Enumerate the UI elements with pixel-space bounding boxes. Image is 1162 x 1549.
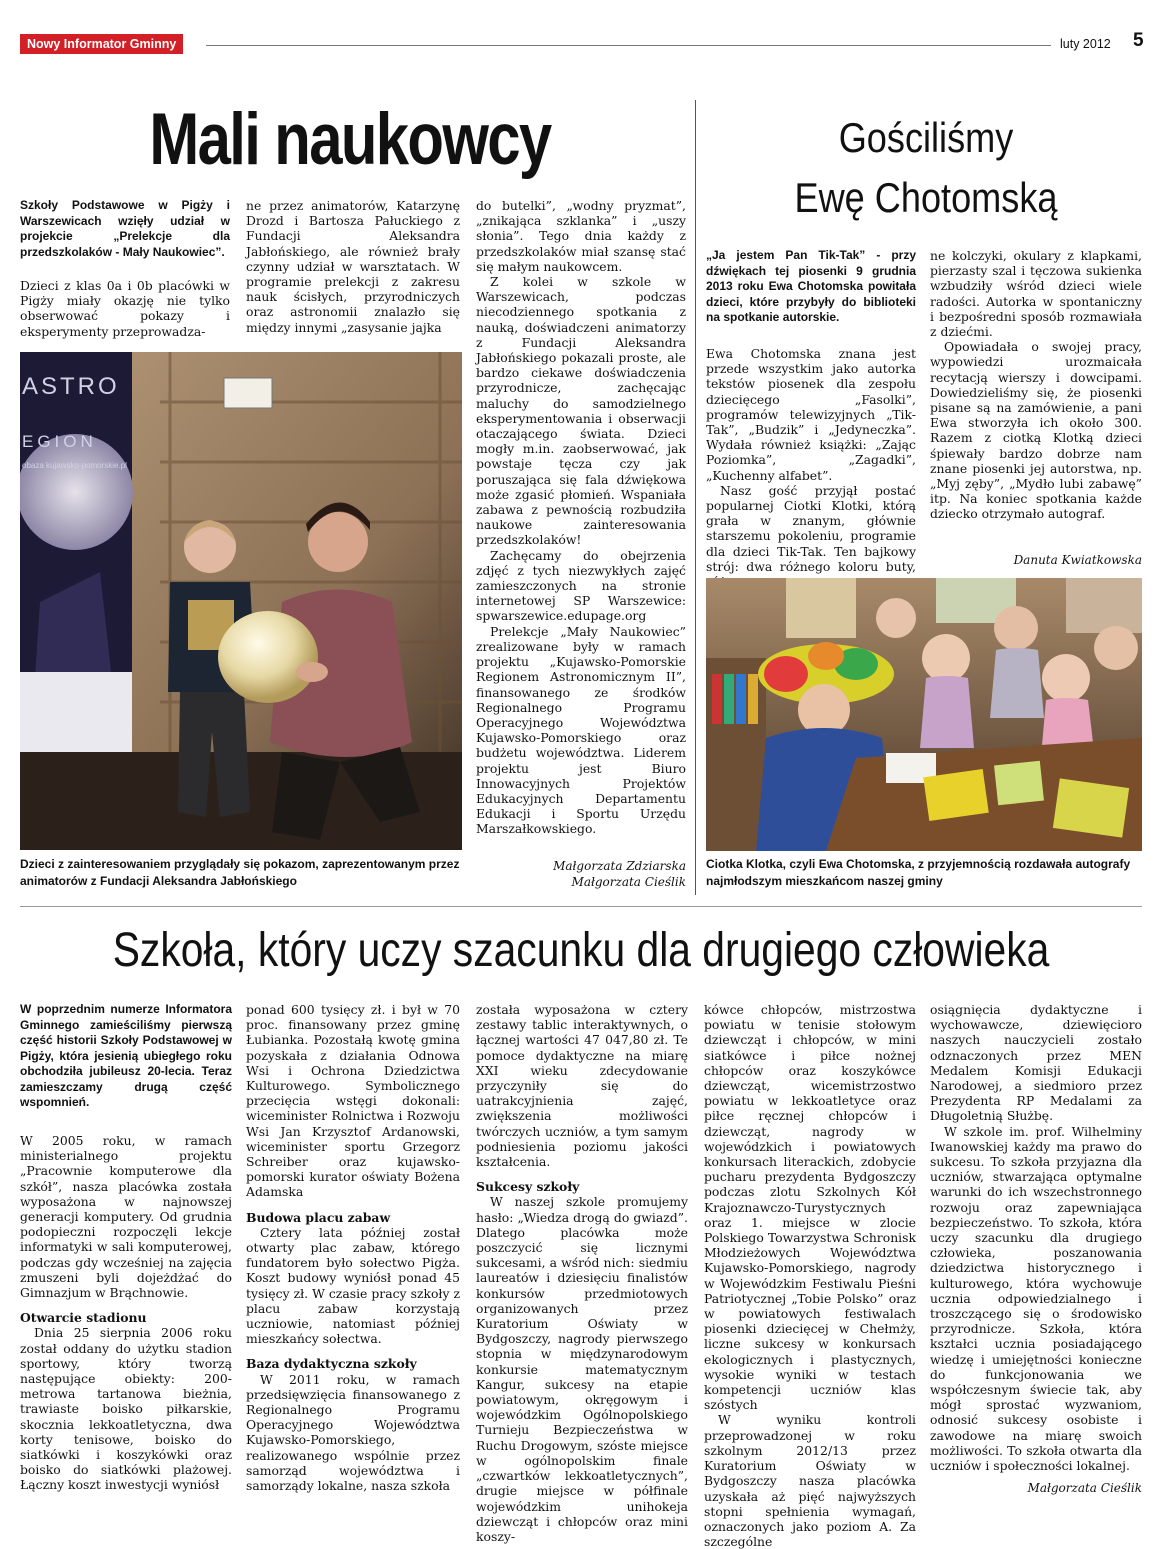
- article1-author-2: Małgorzata Cieślik: [571, 875, 686, 889]
- article3-col1-p2: Dnia 25 sierpnia 2006 roku został oddany do użytku stadion sportowy, który tworzą następujące obiekty: 200- metrowa tartanowa bieżnia, trawiaste boisko piłkarskie, skocznia lekkoatletyczna, dwa korty tenisowe, boisko do siatkówki i koszykówki oraz boisko do siatkówki plażowej. Łączny koszt inwestycji wyniósł: [20, 1325, 232, 1493]
- article3-col4: [704, 1002, 916, 1549]
- article1-title: Mali naukowcy: [149, 99, 551, 180]
- article3-col4-p1: kówce chłopców, mistrzostwa powiatu w tenisie stołowym dziewcząt i chłopców, w mini siatkówce i piłce nożnej chłopców oraz koszykówce dziewcząt, wicemistrzostwo powiatu w lekkoatletyce oraz piłce ręcznej chłopców i dziewcząt, nagrody w wojewódzkich i powiatowych konkursach literackich, zdobycie pucharu prezydenta Bydgoszczy podczas zlotu Szkolnych Kół Krajoznawczo-Turystycznych oraz 1. miejsce w zlocie Polskiego Towarzystwa Schronisk Młodzieżowych Województwa Kujawsko-Pomorskiego, nagrody w Wojewódzkim Festiwalu Pieśni Patriotycznej „Tobie Polsko” oraz w powiatowych festiwalach piosenki dziecięcej w Chełmży, liczne sukcesy w konkursach ekologicznych i plastycznych, wysokie wyniki w testach kompetencji uczniów klas szóstych: [704, 1002, 916, 1413]
- article2-lead: [706, 248, 916, 332]
- article1-authors: [476, 858, 686, 890]
- article2-title: [737, 108, 1115, 228]
- science-show-photo: [20, 352, 462, 850]
- article1-col2: [246, 198, 460, 335]
- banner-url-text: obaza kujawsko-pomorskie.pl: [22, 461, 127, 470]
- article3-lead: [20, 1002, 232, 1117]
- article3-col3-p1: została wyposażona w cztery zestawy tablic interaktywnych, o łącznej wartości 47 047,80 zł. Te pomoce dydaktyczne na miarę XXI wieku zdecydowanie przyczyniły się do uatrakcyjnienia zajęć, zwiększenia możliwości twórczych uczniów, a tym samym podniesienia poziomu jakości kształcenia.: [476, 1002, 688, 1170]
- article3-col2: [246, 1002, 460, 1493]
- article1-col3-p3: Zachęcamy do obejrzenia zdjęć z tych niezwykłych zajęć zamieszczonych na stronie internetowej SP Warszewice: spwarszewice.edupage.org: [476, 547, 686, 624]
- article3-col2-subheading-1: Budowa placu zabaw: [246, 1209, 391, 1225]
- header-rule: [206, 45, 1051, 46]
- article3-col2-p3: W 2011 roku, w ramach przedsięwzięcia finansowanego z Regionalnego Programu Operacyjnego Województwa Kujawsko-Pomorskiego, realizowanego wspólnie przez samorząd województwa i samorządy lokalne, nasza szkoła: [246, 1371, 460, 1494]
- article3-col5-p1: osiągnięcia dydaktyczne i wychowawcze, dziewięcioro naszych nauczycieli zostało odznaczonych przez MEN Medalem Komisji Edukacji Narodowej, a siedmioro przez Prezydenta RP Medalami za Długoletnią Służbę.: [930, 1002, 1142, 1124]
- article2-title-line2: Ewę Chotomską: [794, 174, 1058, 221]
- banner-region-text: EGION: [22, 432, 97, 451]
- page-number: 5: [1133, 30, 1144, 51]
- article3-col1-p1: W 2005 roku, w ramach ministerialnego projektu „Pracownie komputerowe dla szkół”, nasza placówka została wyposażona w najnowszej generacji komputery. Od grudnia podopieczni rozpoczęli lekcje informatyki w sali komputerowej, podczas gdy wcześniej na zajęcia zmuszeni byli dojeżdżać do Gimnazjum w Brąchnowie.: [20, 1133, 232, 1301]
- article2-photo: [706, 578, 1142, 851]
- article2-author: Danuta Kwiatkowska: [1013, 553, 1142, 567]
- article1-col1: [20, 278, 230, 339]
- article3-col2-subheading-2: Baza dydaktyczna szkoły: [246, 1356, 417, 1372]
- section-divider: [20, 906, 1142, 907]
- article3-col3-subheading: Sukcesy szkoły: [476, 1179, 580, 1195]
- article3-col5-p2: W szkole im. prof. Wilhelminy Iwanowskiej każdy ma prawo do sukcesu. To szkoła przyjazna dla uczniów, stwarzająca optymalne warunki do ich wszechstronnego rozwoju oraz zapewniająca bezpieczeństwo. To szkoła, która uczy szacunku dla drugiego człowieka, poszanowania dziedzictwa historycznego i kulturowego, która wychowuje ucznia odpowiedzialnego i troszczącego się o środowisko przyrodnicze. Szkoła, która kształci ucznia posiadającego wiedzę i umiejętności konieczne do funkcjonowania we współczesnym świecie tak, aby mógł sprostać wyzwaniom, odnosić sukcesy osobiste i zawodowe na miarę swoich możliwości. To szkoła otwarta dla uczniów i społeczności lokalnej.: [930, 1123, 1142, 1474]
- article3-col2-p2: Cztery lata później został otwarty plac zabaw, którego fundatorem było sołectwo Pigża. Koszt budowy wyniósł ponad 45 tysięcy zł. W czasie pracy szkoły z placu zabaw korzystają uczniowie, natomiast później mieszkańcy sołectwa.: [246, 1224, 460, 1347]
- article3-author: Małgorzata Cieślik: [1027, 1481, 1142, 1495]
- article2-col2-p1: ne kolczyki, okulary z klapkami, pierzasty szal i tęczowa sukienka wzbudziły wśród dzieci wiele radości. Autorka w spontaniczny i bezpośredni sposób rozmawiała z dziećmi.: [930, 248, 1142, 340]
- article3-col2-p1: ponad 600 tysięcy zł. i był w 70 proc. finansowany przez gminę Łubianka. Pozostałą kwotę gmina pozyskała z działania Odnowa Wsi i Ochrona Dziedzictwa Kulturowego. Symbolicznego przecięcia wstęgi dokonali: wiceminister Rolnictwa i Rozwoju Wsi Jan Krzysztof Ardanowski, wiceminister sportu Grzegorz Schreiber oraz kujawsko-pomorski kurator oświaty Bożena Adamska: [246, 1002, 460, 1200]
- article1-author-1: Małgorzata Zdziarska: [553, 859, 686, 873]
- article2-title-line1: Gościliśmy: [838, 114, 1014, 161]
- article1-col1-text: Dzieci z klas 0a i 0b placówki w Pigży miały okazję nie tylko obserwować pokazy i eksperymenty przeprowadza-: [20, 278, 230, 339]
- banner-astro-text: ASTRO: [22, 373, 120, 400]
- article1-lead: [20, 198, 230, 266]
- article3-col5: [930, 1002, 1142, 1473]
- article3-lead-text: W poprzednim numerze Informatora Gminnego zamieściliśmy pierwszą część historii Szkoły Podstawowej w Pigży, która jesienią ubiegłego roku obchodziła jubileusz 20-lecia. Teraz zamieszczamy drugą część wspomnień.: [20, 1002, 232, 1109]
- author-meeting-photo: [706, 578, 1142, 851]
- masthead-label: Nowy Informator Gminny: [20, 34, 183, 54]
- article2-col1-p1: Ewa Chotomska znana jest przede wszystkim jako autorka tekstów piosenek dla zespołu dziecięcego „Fasolki”, programów telewizyjnych „Tik-Tak”, „Budzik” i „Jedyneczka”. Wydała również książki: „Zając Poziomka”, „Zagadki”, „Kuchenny alfabet”.: [706, 346, 916, 483]
- article1-caption: Dzieci z zainteresowaniem przyglądały się pokazom, zaprezentowanym przez animatorów z Fundacji Aleksandra Jabłońskiego: [20, 857, 460, 888]
- article1-lead-text: Szkoły Podstawowe w Pigży i Warszewicach wzięły udział w projekcie „Prelekcje dla przedszkolaków - Mały Naukowiec”.: [20, 198, 230, 259]
- article3-col1: [20, 1133, 232, 1493]
- article2-col2-p2: Opowiadała o swojej pracy, wypowiedzi urozmaicała recytacją wierszy i dowcipami. Dowiedzieliśmy się, że piosenki pisane są na zamówienie, a pani Ewa stworzyła ich około 300. Razem z ciotką Klotką dzieci śpiewały bardzo dobrze nam znane piosenki jej autorstwa, np. „Myj zęby”, „Mydło lubi zabawę” itp. Na koniec spotkania każde dziecko otrzymało autograf.: [930, 339, 1142, 522]
- article2-lead-text: „Ja jestem Pan Tik-Tak” - przy dźwiękach tej piosenki 9 grudnia 2013 roku Ewa Chotomska powitała dzieci, które przybyły do biblioteki na spotkanie autorskie.: [706, 248, 916, 324]
- article3-col3-p2: W naszej szkole promujemy hasło: „Wiedza drogą do gwiazd”. Dlatego placówka może poszczycić się licznymi sukcesami, a wśród nich: siedmiu laureatów i dziesięciu finalistów konkursów przedmiotowych organizowanych przez Kuratorium Oświaty w Bydgoszczy, nagrody pierwszego stopnia w międzynarodowym konkursie matematycznym Kangur, sukcesy na etapie powiatowym, okręgowym i wojewódzkim Ogólnopolskiego Turnieju Bezpieczeństwa w Ruchu Drogowym, szóste miejsce w ogólnopolskim finale „czwartków lekkoatletycznych”, drugie miejsce w półfinale wojewódzkim unihokeja dziewcząt i chłopców oraz mini koszy-: [476, 1194, 688, 1544]
- article2-col2: [930, 248, 1142, 522]
- article3-col3: [476, 1002, 688, 1544]
- article3-col4-p2: W wyniku kontroli przeprowadzonej w roku szkolnym 2012/13 przez Kuratorium Oświaty w Bydgoszczy nasza placówka uzyskała aż pięć najwyższych stopni spełnienia wymagań, oznaczonych jako poziom A. Za szczególne: [704, 1412, 916, 1549]
- article2-col1-p2: Nasz gość przyjął postać popularnej Ciotki Klotki, którą grała w znanym, głównie starszemu pokoleniu, programie dla dzieci Tik-Tak. Ten bajkowy strój: dwa różnego koloru buty,: [706, 482, 916, 574]
- article1-col2-text: ne przez animatorów, Katarzynę Drozd i Bartosza Pałuckiego z Fundacji Aleksandra Jabłońskiego, ale również brały czynny udział w warsztatach. W programie prelekcji z zakresu nauk ścisłych, przyrodniczych oraz astronomii znalazło się między innymi „zasysanie jajka: [246, 198, 460, 335]
- article1-col3-p2: Z kolei w szkole w Warszewicach, podczas niecodziennego spotkania z nauką, doświadczeni animatorzy z Fundacji Aleksandra Jabłońskiego pokazali proste, ale bardzo ciekawe doświadczenia przyrodnicze, zachęcając maluchy do samodzielnego eksperymentowania i obserwacji otaczającego świata. Dzieci mogły m.in. zaobserwować, jak powstaje tęcza czy jak poruszająca się fala dźwiękowa może zgasić płomień. Wspaniała zabawa z pewnością rozbudziła naukowe zainteresowania przedszkolaków!: [476, 274, 686, 548]
- column-divider: [695, 100, 696, 895]
- issue-date: luty 2012: [1060, 37, 1111, 51]
- article1-col3-p1: do butelki”, „wodny pryzmat”, „znikająca szklanka” i „uszy słonia”. Tego dnia każdy z przedszkolaków miał szansę stać się małym naukowcem.: [476, 198, 686, 274]
- article3-title: Szkoła, który uczy szacunku dla drugiego człowieka: [112, 924, 1050, 977]
- article1-col3-p4: Prelekcje „Mały Naukowiec” zrealizowane były w ramach projektu „Kujawsko-Pomorskie Regionem Astronomicznym II”, finansowanego ze środków Regionalnego Programu Operacyjnego Województwa Kujawsko-Pomorskiego oraz budżetu województwa. Liderem projektu jest Biuro Innowacyjnych Projektów Edukacyjnych Departamentu Edukacji i Sportu Urzędu Marszałkowskiego.: [476, 623, 686, 837]
- article2-caption: Ciotka Klotka, czyli Ewa Chotomska, z przyjemnością rozdawała autografy najmłodszym mieszkańcom naszej gminy: [706, 857, 1131, 888]
- article1-col3: [476, 198, 686, 837]
- article2-col1: [706, 346, 916, 589]
- article1-photo: [20, 352, 462, 850]
- article3-col1-subheading: Otwarcie stadionu: [20, 1310, 147, 1326]
